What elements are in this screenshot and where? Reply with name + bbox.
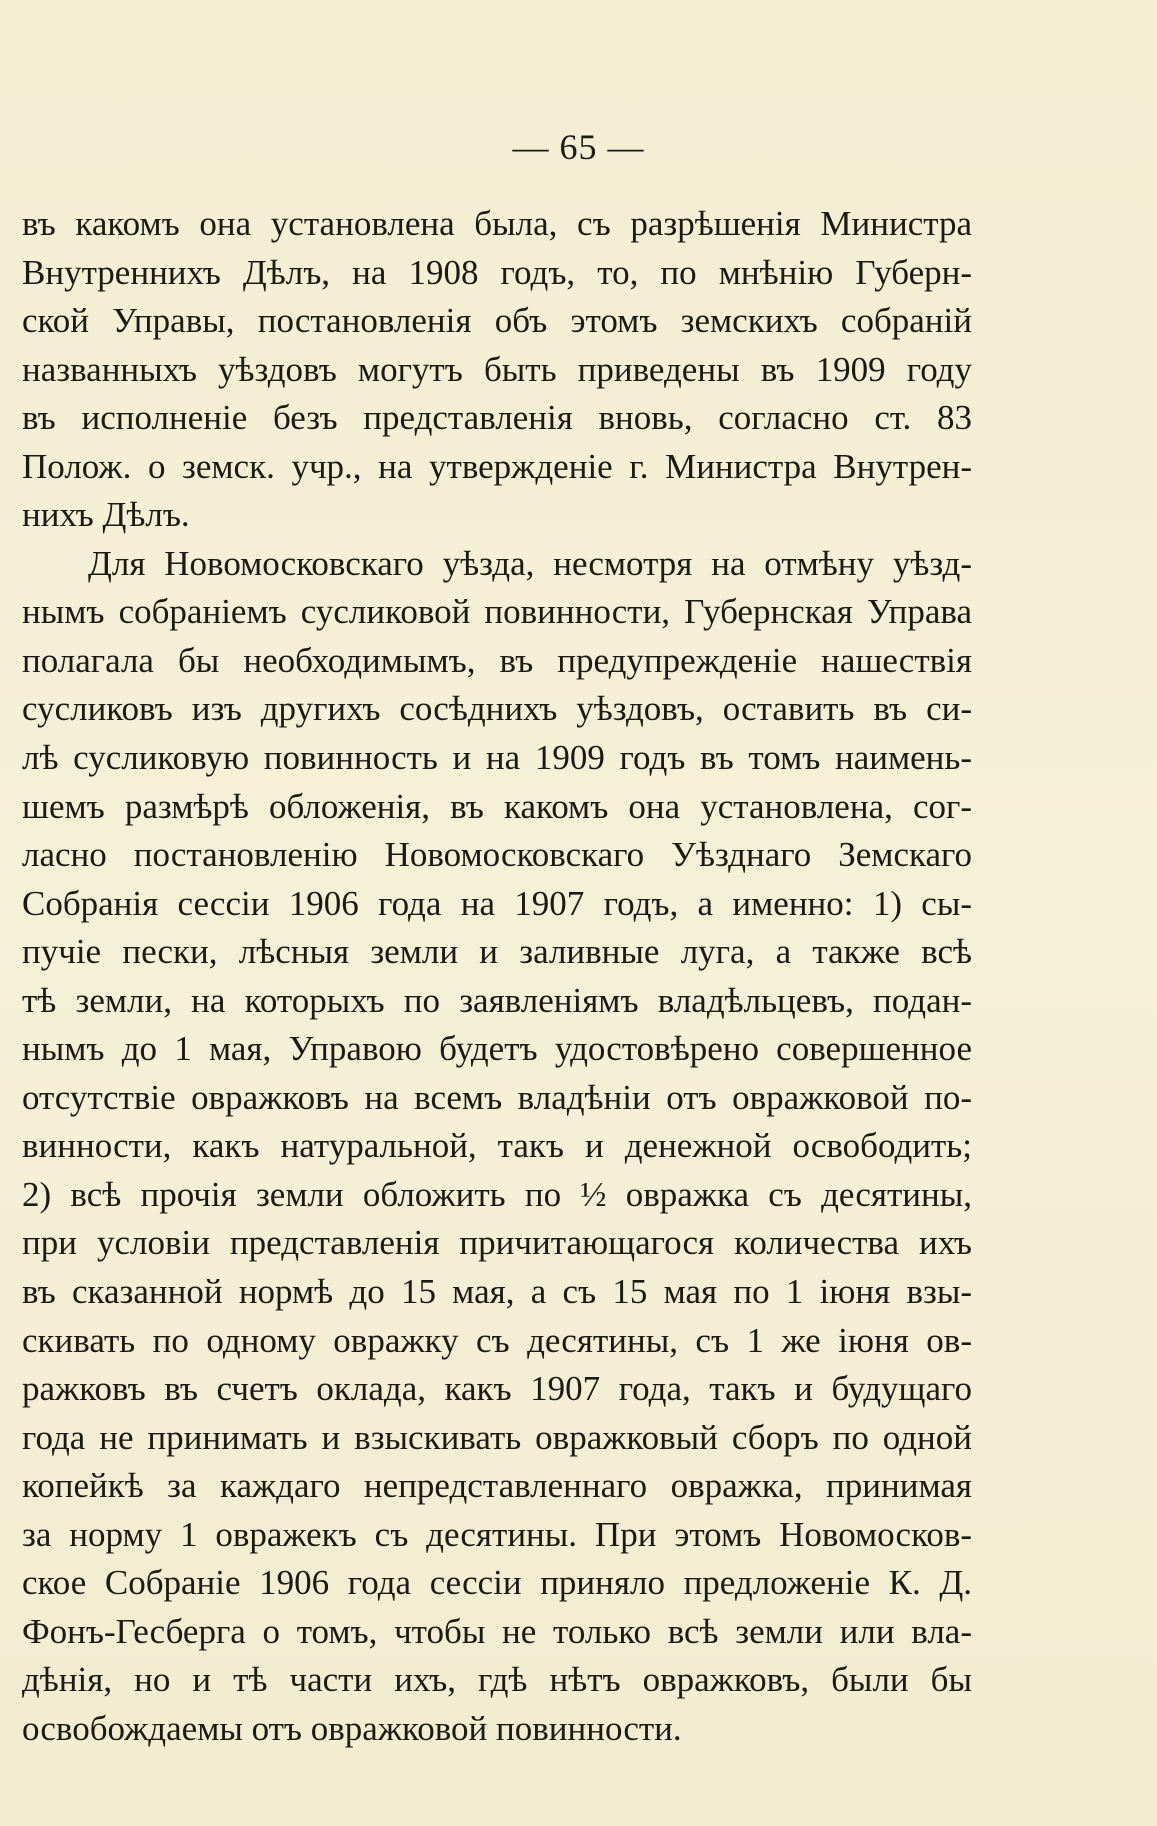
text-line: тѣ земли, на которыхъ по заявленіямъ владѣльцевъ, подан- (22, 980, 972, 1020)
text-line: въ исполненіе безъ представленія вновь, согласно ст. 83 (22, 398, 972, 438)
text-line: полагала бы необходимымъ, въ предупрежденіе нашествія (22, 640, 972, 680)
text-line: нымъ до 1 мая, Управою будетъ удостовѣрено совершенное (22, 1029, 972, 1069)
text-line: ражковъ въ счетъ оклада, какъ 1907 года, такъ и будущаго (22, 1369, 972, 1409)
text-line: Собранія сессіи 1906 года на 1907 годъ, а именно: 1) сы- (22, 883, 972, 923)
text-line: Внутреннихъ Дѣлъ, на 1908 годъ, то, по мнѣнію Губерн- (22, 252, 972, 292)
text-line: Фонъ-Гесберга о томъ, чтобы не только всѣ земли или вла- (22, 1611, 972, 1651)
text-line: ской Управы, постановленія объ этомъ земскихъ собраній (22, 301, 972, 341)
page-number: — 65 — (512, 127, 645, 167)
text-line: за норму 1 овражекъ съ десятины. При этомъ Новомосков- (22, 1514, 972, 1554)
text-line: года не принимать и взыскивать овражковый сборъ по одной (22, 1417, 972, 1457)
text-line: въ сказанной нормѣ до 15 мая, а съ 15 мая по 1 іюня взы- (22, 1272, 972, 1312)
text-line: лѣ сусликовую повинность и на 1909 годъ въ томъ наимень- (22, 738, 972, 778)
body-text (22, 200, 972, 1754)
text-line: шемъ размѣрѣ обложенія, въ какомъ она установлена, сог- (22, 786, 972, 826)
text-line: при условіи представленія причитающагося количества ихъ (22, 1223, 972, 1263)
text-line: отсутствіе овражковъ на всемъ владѣніи отъ овражковой по- (22, 1077, 972, 1117)
text-line: нымъ собраніемъ сусликовой повинности, Губернская Управа (22, 592, 972, 632)
text-line: нихъ Дѣлъ. (22, 495, 190, 535)
text-line: Полож. о земск. учр., на утвержденіе г. Министра Внутрен- (22, 446, 972, 486)
text-line: названныхъ уѣздовъ могутъ быть приведены въ 1909 году (22, 349, 972, 389)
text-line: ласно постановленію Новомосковскаго Уѣзднаго Земскаго (22, 835, 972, 875)
text-line: въ какомъ она установлена была, съ разрѣшенія Министра (22, 204, 972, 243)
text-line: пучіе пески, лѣсныя земли и заливные луга, а также всѣ (22, 932, 972, 972)
text-line: сусликовъ изъ другихъ сосѣднихъ уѣздовъ, оставить въ си- (22, 689, 972, 729)
text-line: 2) всѣ прочія земли обложить по ½ овражка съ десятины, (22, 1174, 972, 1214)
text-line: винности, какъ натуральной, такъ и денежной освободить; (22, 1126, 972, 1166)
text-line: копейкѣ за каждаго непредставленнаго овражка, принимая (22, 1466, 972, 1506)
text-line: освобождаемы отъ овражковой повинности. (22, 1708, 682, 1748)
text-line: Для Новомосковскаго уѣзда, несмотря на отмѣну уѣзд- (88, 543, 972, 583)
text-line: скивать по одному овражку съ десятины, съ 1 же іюня ов- (22, 1320, 972, 1360)
text-line: ское Собраніе 1906 года сессіи приняло предложеніе К. Д. (22, 1563, 972, 1603)
text-line: дѣнія, но и тѣ части ихъ, гдѣ нѣтъ овражковъ, были бы (22, 1660, 972, 1700)
